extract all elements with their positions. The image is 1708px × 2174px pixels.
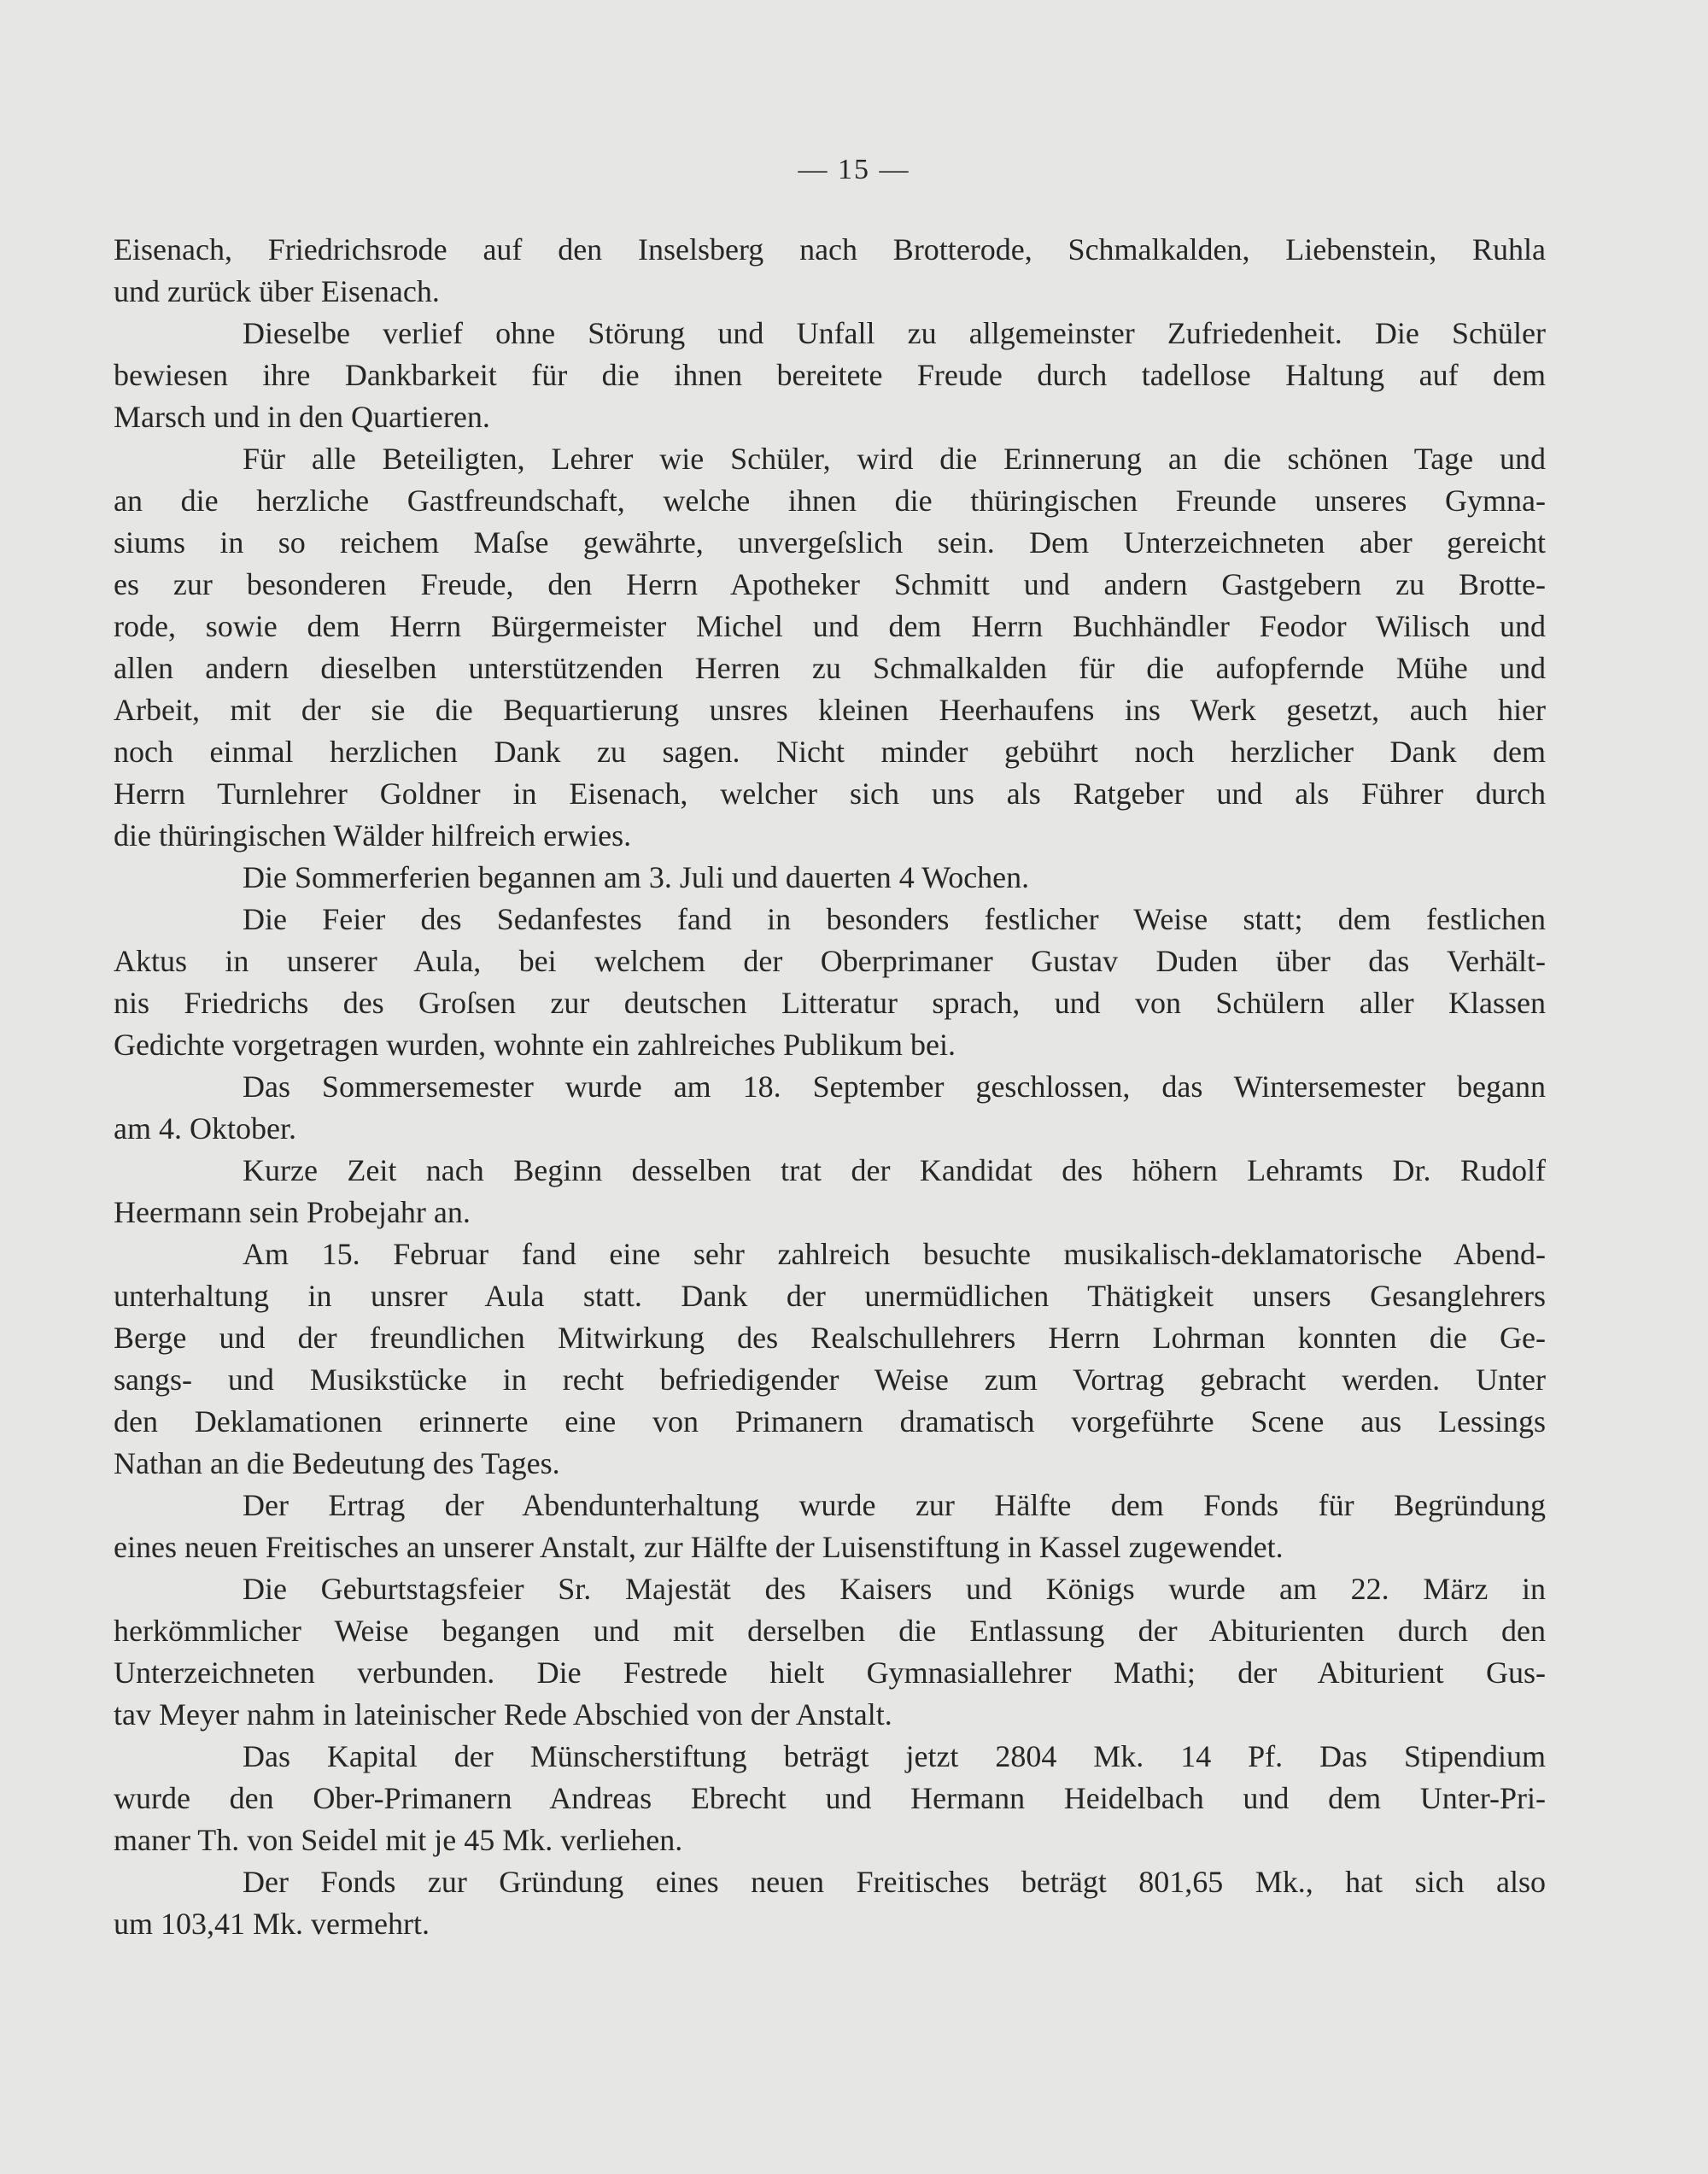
text-line: Der Ertrag der Abendunterhaltung wurde zur Hälfte dem Fonds für Begründung bbox=[243, 1488, 1546, 1522]
text-line: rode, sowie dem Herrn Bürgermeister Michel und dem Herrn Buchhändler Feodor Wilisch und bbox=[114, 609, 1546, 643]
body-text bbox=[114, 229, 1546, 1945]
text-line: Für alle Beteiligten, Lehrer wie Schüler, wird die Erinnerung an die schönen Tage und bbox=[243, 442, 1546, 476]
text-line: Die Feier des Sedanfestes fand in besonders festlicher Weise statt; dem festlichen bbox=[243, 902, 1546, 936]
text-line: maner Th. von Seidel mit je 45 Mk. verliehen. bbox=[114, 1823, 683, 1857]
text-line: Eisenach, Friedrichsrode auf den Inselsberg nach Brotterode, Schmalkalden, Liebenstein, Ruhla bbox=[114, 232, 1546, 267]
text-line: und zurück über Eisenach. bbox=[114, 274, 440, 308]
text-line: Der Fonds zur Gründung eines neuen Freitisches beträgt 801,65 Mk., hat sich also bbox=[243, 1865, 1546, 1899]
paragraph bbox=[114, 1861, 1546, 1945]
text-line: eines neuen Freitisches an unserer Anstalt, zur Hälfte der Luisenstiftung in Kassel zugewendet. bbox=[114, 1530, 1284, 1564]
text-line: herkömmlicher Weise begangen und mit derselben die Entlassung der Abiturienten durch den bbox=[114, 1614, 1546, 1648]
page-number: — 15 — bbox=[798, 154, 910, 185]
text-line: Nathan an die Bedeutung des Tages. bbox=[114, 1446, 560, 1480]
paragraph bbox=[114, 438, 1546, 857]
paragraph bbox=[114, 1485, 1546, 1568]
text-line: siums in so reichem Maſse gewährte, unvergeſslich sein. Dem Unterzeichneten aber gereicht bbox=[114, 525, 1546, 560]
paragraph bbox=[114, 1233, 1546, 1485]
text-line: es zur besonderen Freude, den Herrn Apotheker Schmitt und andern Gastgebern zu Brotte- bbox=[114, 567, 1546, 601]
text-line: Dieselbe verlief ohne Störung und Unfall zu allgemeinster Zufriedenheit. Die Schüler bbox=[243, 316, 1546, 350]
paragraph bbox=[114, 229, 1546, 313]
text-line: bewiesen ihre Dankbarkeit für die ihnen bereitete Freude durch tadellose Haltung auf dem bbox=[114, 358, 1546, 392]
text-line: Gedichte vorgetragen wurden, wohnte ein zahlreiches Publikum bei. bbox=[114, 1028, 956, 1062]
text-line: um 103,41 Mk. vermehrt. bbox=[114, 1907, 430, 1941]
text-line: Herrn Turnlehrer Goldner in Eisenach, welcher sich uns als Ratgeber und als Führer durch bbox=[114, 776, 1546, 811]
text-line: Aktus in unserer Aula, bei welchem der Oberprimaner Gustav Duden über das Verhält- bbox=[114, 944, 1546, 978]
paragraph bbox=[114, 1066, 1546, 1150]
text-line: Das Sommersemester wurde am 18. September geschlossen, das Wintersemester begann bbox=[243, 1069, 1546, 1104]
paragraph bbox=[114, 313, 1546, 438]
paragraph bbox=[114, 899, 1546, 1066]
text-line: am 4. Oktober. bbox=[114, 1111, 296, 1146]
text-line: sangs- und Musikstücke in recht befriedigender Weise zum Vortrag gebracht werden. Unter bbox=[114, 1362, 1546, 1397]
text-line: nis Friedrichs des Groſsen zur deutschen Litteratur sprach, und von Schülern aller Klassen bbox=[114, 986, 1546, 1020]
paragraph bbox=[114, 1568, 1546, 1736]
text-line: Unterzeichneten verbunden. Die Festrede hielt Gymnasiallehrer Mathi; der Abiturient Gus- bbox=[114, 1655, 1546, 1690]
text-line: Arbeit, mit der sie die Bequartierung unsres kleinen Heerhaufens ins Werk gesetzt, auch hier bbox=[114, 693, 1546, 727]
text-line: Am 15. Februar fand eine sehr zahlreich besuchte musikalisch-deklamatorische Abend- bbox=[243, 1237, 1546, 1271]
text-line: Heermann sein Probejahr an. bbox=[114, 1195, 471, 1229]
paragraph bbox=[114, 857, 1546, 899]
text-line: Die Geburtstagsfeier Sr. Majestät des Kaisers und Königs wurde am 22. März in bbox=[243, 1572, 1546, 1606]
text-line: unterhaltung in unsrer Aula statt. Dank der unermüdlichen Thätigkeit unsers Gesanglehrers bbox=[114, 1279, 1546, 1313]
text-line: allen andern dieselben unterstützenden Herren zu Schmalkalden für die aufopfernde Mühe und bbox=[114, 651, 1546, 685]
text-line: Kurze Zeit nach Beginn desselben trat der Kandidat des höhern Lehramts Dr. Rudolf bbox=[243, 1153, 1546, 1187]
paragraph bbox=[114, 1736, 1546, 1861]
text-line: Die Sommerferien begannen am 3. Juli und dauerten 4 Wochen. bbox=[243, 860, 1030, 894]
text-line: Berge und der freundlichen Mitwirkung des Realschullehrers Herrn Lohrman konnten die Ge- bbox=[114, 1321, 1546, 1355]
text-line: Das Kapital der Münscherstiftung beträgt jetzt 2804 Mk. 14 Pf. Das Stipendium bbox=[243, 1739, 1546, 1773]
text-line: Marsch und in den Quartieren. bbox=[114, 400, 490, 434]
text-line: den Deklamationen erinnerte eine von Primanern dramatisch vorgeführte Scene aus Lessings bbox=[114, 1404, 1546, 1439]
text-line: wurde den Ober-Primanern Andreas Ebrecht und Hermann Heidelbach und dem Unter-Pri- bbox=[114, 1781, 1546, 1815]
text-line: noch einmal herzlichen Dank zu sagen. Nicht minder gebührt noch herzlicher Dank dem bbox=[114, 735, 1546, 769]
text-line: an die herzliche Gastfreundschaft, welche ihnen die thüringischen Freunde unseres Gymna- bbox=[114, 483, 1546, 518]
text-line: tav Meyer nahm in lateinischer Rede Abschied von der Anstalt. bbox=[114, 1697, 892, 1732]
paragraph bbox=[114, 1150, 1546, 1233]
text-line: die thüringischen Wälder hilfreich erwies. bbox=[114, 818, 632, 853]
